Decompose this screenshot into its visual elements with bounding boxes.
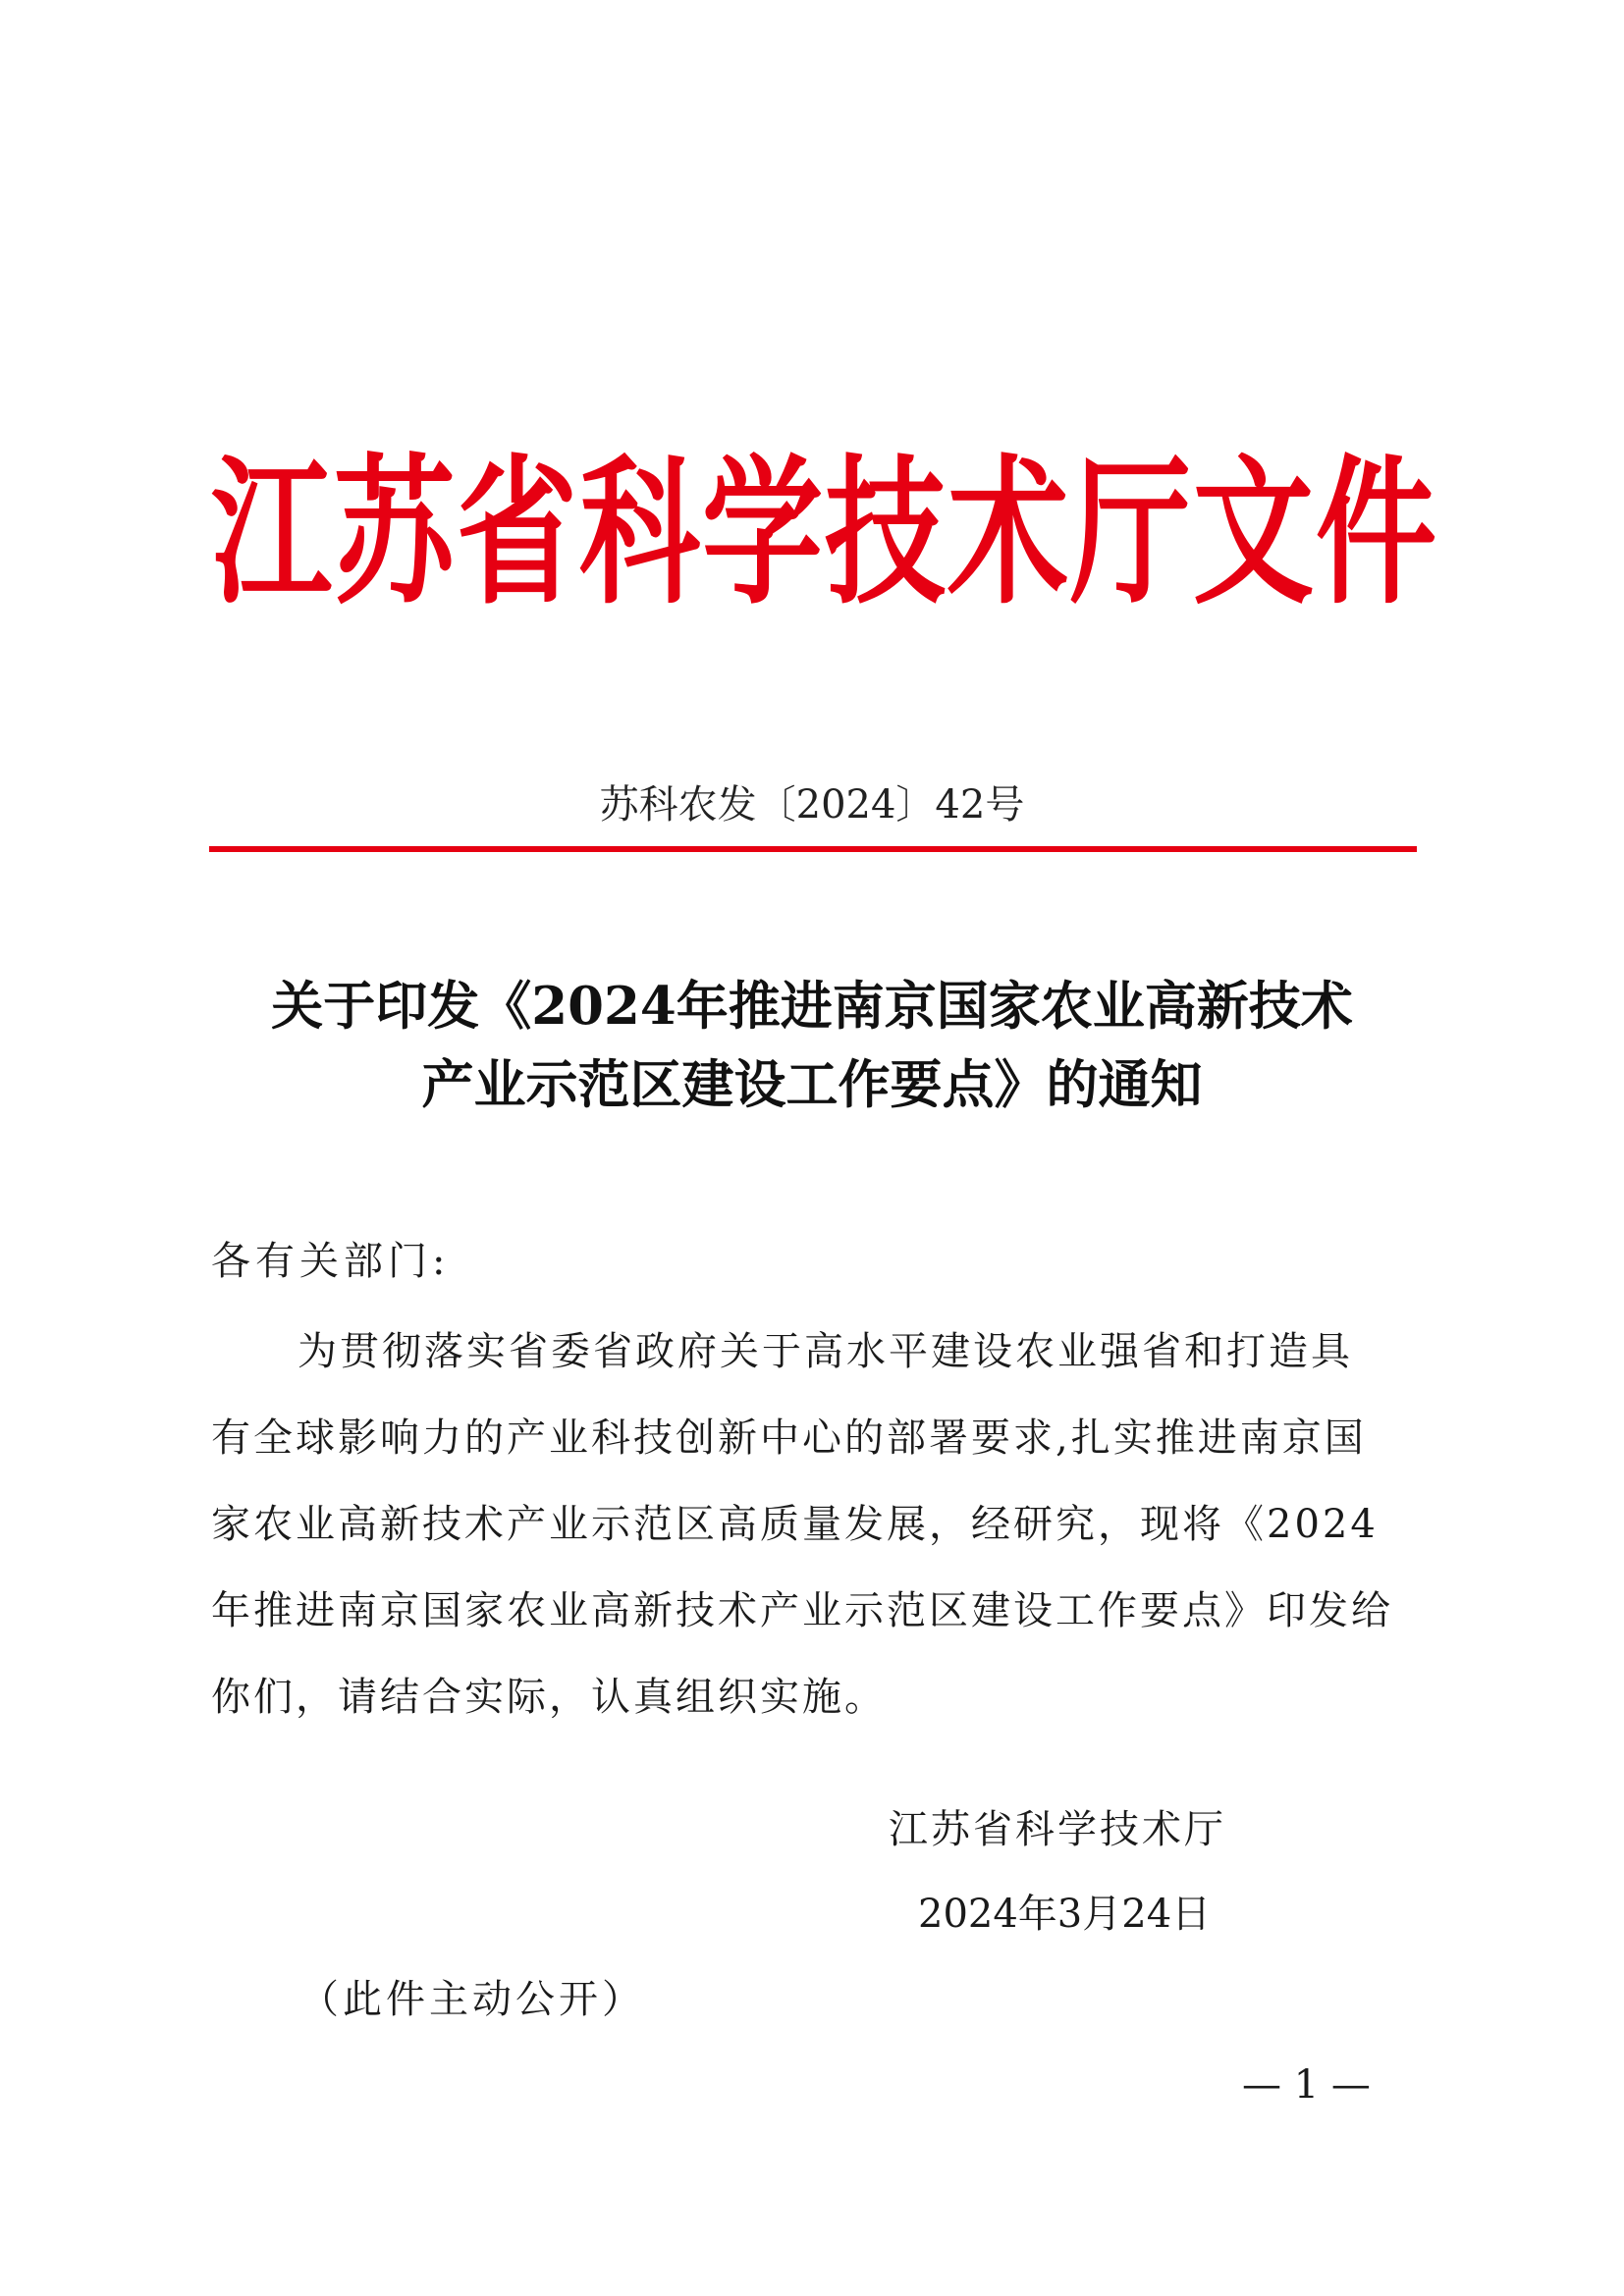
- red-separator-line: [209, 846, 1417, 852]
- body-line-4: 年推进南京国家农业高新技术产业示范区建设工作要点》印发给: [211, 1588, 1393, 1633]
- salutation: 各有关部门:: [211, 1239, 451, 1284]
- disclosure-note: （此件主动公开）: [299, 1977, 645, 2022]
- signature-date: 2024年3月24日: [918, 1892, 1212, 1937]
- body-line-3: 家农业高新技术产业示范区高质量发展，经研究，现将《2024: [211, 1502, 1379, 1547]
- body-paragraph: [211, 1308, 1413, 1740]
- document-number: 苏科农发〔2024〕42号: [599, 782, 1025, 828]
- document-masthead: 江苏省科学技术厅文件: [211, 441, 1438, 627]
- page-number: — 1 —: [1242, 2062, 1371, 2108]
- signature-organization: 江苏省科学技术厅: [889, 1807, 1226, 1852]
- notice-title-line-2: 产业示范区建设工作要点》的通知: [421, 1054, 1203, 1115]
- body-line-1: 为贯彻落实省委省政府关于高水平建设农业强省和打造具: [298, 1329, 1353, 1374]
- notice-title-line-1: 关于印发《2024年推进南京国家农业高新技术: [271, 976, 1353, 1037]
- notice-title: [196, 967, 1428, 1124]
- body-line-2: 有全球影响力的产业科技创新中心的部署要求,扎实推进南京国: [211, 1415, 1367, 1461]
- body-line-5: 你们，请结合实际，认真组织实施。: [211, 1675, 887, 1720]
